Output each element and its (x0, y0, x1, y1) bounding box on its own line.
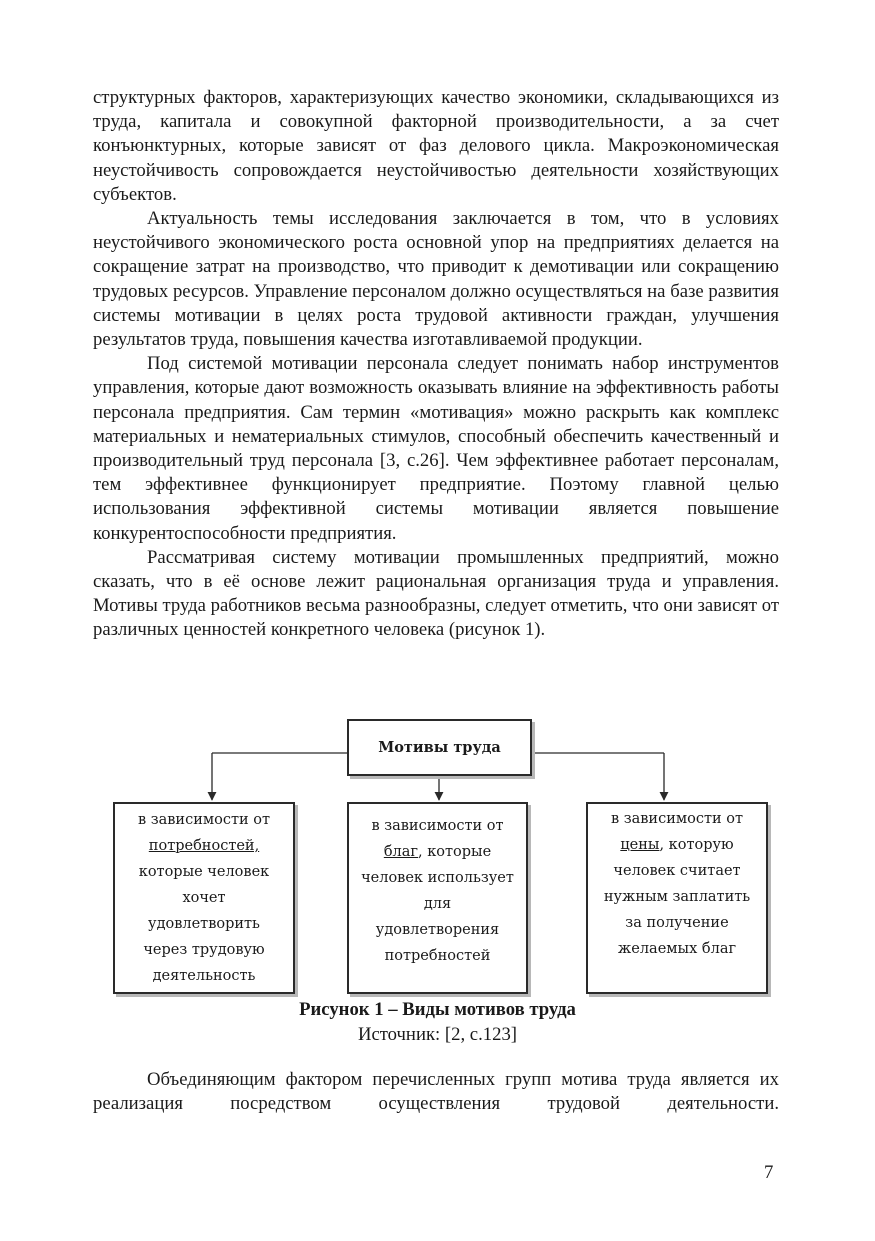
goods-key: благ (383, 844, 418, 860)
paragraph-1: структурных факторов, характеризующих качество экономики, складывающихся из труда, капитала и совокупной факторной производительности, а за счет конъюнктурных, которые зависят от фаз делового цикла. Макроэкономическая неустойчивость сопровождается неустойчивостью деятельности хозяйствующих субъектов. (93, 87, 779, 205)
page-number: 7 (764, 1162, 774, 1183)
needs-pre: в зависимости от (137, 812, 271, 828)
paragraph-5: Объединяющим фактором перечисленных групп мотива труда является их реализация посредством осуществления трудовой деятельности. (93, 1069, 779, 1115)
price-pre: в зависимости от (610, 811, 744, 827)
paragraph-4: Рассматривая систему мотивации промышленных предприятий, можно сказать, что в её основе лежит рациональная организация труда и управления. Мотивы труда работников весьма разнообразны, следует отметить, что они зависят от различных ценностей конкретного человека (рисунок 1). (93, 546, 779, 641)
figure-caption: Рисунок 1 – Виды мотивов труда (299, 999, 576, 1020)
diagram-box-needs (113, 802, 295, 994)
paragraph-2: Актуальность темы исследования заключается в том, что в условиях неустойчивого экономического роста основной упор на предприятиях делается на сокращение затрат на производство, что приводит к демотивации или сокращению трудовых ресурсов. Управление персоналом должно осуществляться на базе развития системы мотивации в целях роста трудовой активности граждан, улучшения результатов труда, повышения качества изготавливаемой продукции. (93, 208, 779, 351)
diagram-box-price (586, 802, 768, 994)
needs-key: потребностей, (148, 838, 260, 854)
body-text (93, 86, 779, 643)
figure-source: Источник: [2, с.123] (357, 1024, 518, 1045)
price-key: цены (620, 837, 660, 853)
goods-post: , которые человек использует для удовлетворения потребностей (361, 844, 514, 964)
needs-post: которые человек хочет удовлетворить через трудовую деятельность (138, 864, 270, 984)
diagram-root-label: Мотивы труда (378, 739, 501, 756)
paragraph-3: Под системой мотивации персонала следует понимать набор инструментов управления, которые дают возможность оказывать влияние на эффективность работы персонала предприятия. Сам термин «мотивация» можно раскрыть как комплекс материальных и нематериальных стимулов, способный обеспечить качественный и производительный труд персонала [3, с.26]. Чем эффективнее работает персоналам, тем эффективнее функционирует предприятие. Поэтому главной целью использования эффективной системы мотивации является повышение конкурентоспособности предприятия. (93, 353, 779, 544)
goods-pre: в зависимости от (371, 818, 504, 834)
price-post: , которую человек считает нужным заплатить за получение желаемых благ (603, 837, 751, 957)
diagram-root-box (347, 719, 532, 776)
diagram-box-goods (347, 802, 528, 994)
body-text-continued (93, 1068, 779, 1116)
